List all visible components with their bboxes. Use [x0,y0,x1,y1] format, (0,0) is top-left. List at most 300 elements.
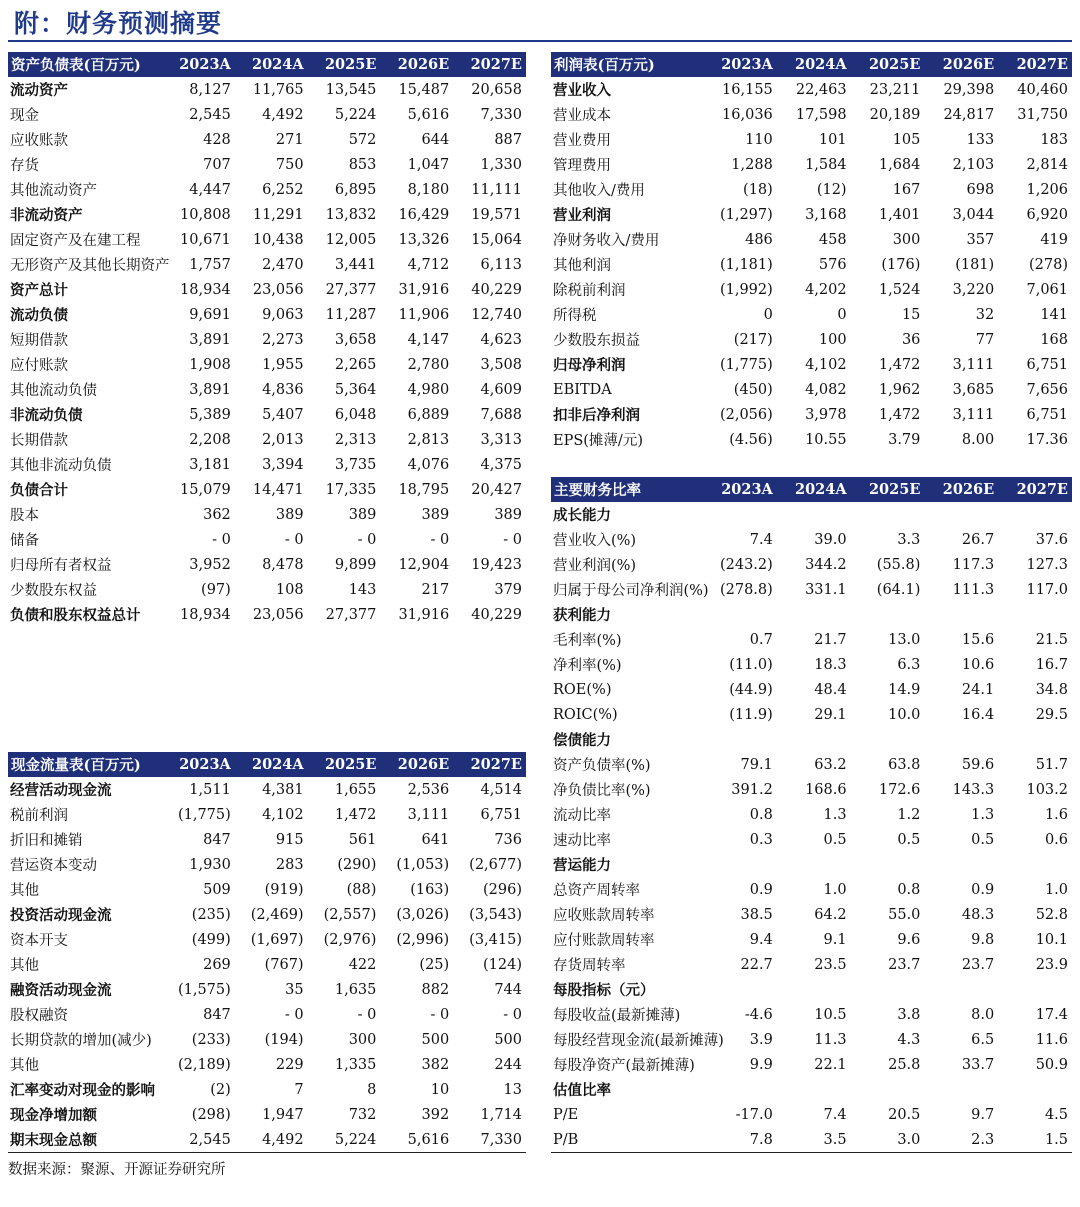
value-cell: 331.1 [805,581,847,598]
value-cell: 5,616 [407,1131,450,1148]
value-cell: 6,889 [407,406,450,423]
year-header: 2026E [924,477,998,502]
value-cell: (3,543) [469,906,522,923]
table-row [551,352,1072,377]
value-cell: 183 [1040,131,1068,148]
value-cell: 6,751 [1026,406,1068,423]
value-cell: 389 [494,506,522,523]
table-row [551,852,1072,877]
row-label: 每股指标（元） [553,982,655,999]
value-cell [998,502,1072,527]
value-cell: (12) [816,181,847,198]
value-cell [998,602,1072,627]
value-cell: - 0 [284,1006,304,1023]
value-cell: 283 [275,856,304,873]
value-cell: 20,189 [869,106,921,123]
value-cell [851,602,925,627]
value-cell [703,852,777,877]
table-row [551,627,1072,652]
table-row [551,202,1072,227]
value-cell: 0.9 [749,881,773,898]
value-cell: 24.1 [961,681,995,698]
row-label: 其他 [10,883,39,899]
value-cell: 6.3 [897,656,921,673]
value-cell: 9.9 [749,1056,773,1073]
value-cell: 3,952 [189,556,231,573]
page-title: 附：财务预测摘要 [14,9,223,38]
row-label: 营业利润(%) [553,558,637,574]
value-cell: 168.6 [805,781,847,798]
value-cell: 698 [966,181,995,198]
table-row [551,527,1072,552]
row-label: 应收账款周转率 [553,908,655,924]
row-label: 净负债比率(%) [553,783,651,799]
value-cell: 4,447 [189,181,231,198]
value-cell: 389 [348,506,377,523]
row-label: 其他利润 [553,258,611,274]
value-cell: 23,056 [252,281,304,298]
value-cell: 23.7 [961,956,995,973]
value-cell: 15 [901,306,921,323]
value-cell: 13 [503,1081,522,1098]
table-row [551,652,1072,677]
table-row [551,827,1072,852]
value-cell: 0.9 [971,881,995,898]
value-cell: 6,113 [480,256,522,273]
value-cell: - 0 [430,531,450,548]
value-cell: 11,111 [471,181,522,198]
row-label: 每股收益(最新摊薄) [553,1008,681,1024]
row-label: 期末现金总额 [10,1132,97,1149]
value-cell: 13.0 [888,631,921,648]
row-label: EPS(摊薄/元) [553,433,643,449]
value-cell: 10,671 [180,231,231,248]
row-label: 每股净资产(最新摊薄) [553,1058,695,1074]
row-label: P/E [553,1106,579,1123]
value-cell: (1,992) [719,281,773,298]
value-cell: 3,181 [189,456,231,473]
value-cell: 7,656 [1026,381,1068,398]
value-cell: (217) [733,331,773,348]
value-cell: 9,063 [262,306,304,323]
year-header: 2025E [851,52,925,77]
balance-header-label: 资产负债表(百万元) [8,52,162,77]
value-cell [703,977,777,1002]
table-row [8,502,526,527]
value-cell: 229 [275,1056,304,1073]
row-label: 少数股东损益 [553,333,640,349]
table-row [551,77,1072,102]
year-header: 2027E [453,52,526,77]
value-cell: 4.3 [897,1031,921,1048]
value-cell: (44.9) [729,681,773,698]
value-cell: (1,697) [250,931,304,948]
value-cell: 143 [348,581,377,598]
value-cell: 853 [348,156,377,173]
value-cell: 10.55 [805,431,847,448]
value-cell: 382 [421,1056,450,1073]
value-cell: 0.3 [749,831,773,848]
value-cell: 300 [892,231,921,248]
value-cell: 10.1 [1035,931,1068,948]
value-cell: 1,930 [189,856,231,873]
row-label: 归母净利润 [553,357,626,374]
value-cell: 572 [348,131,377,148]
value-cell: 3.0 [897,1131,921,1148]
value-cell: 2,273 [262,331,304,348]
value-cell [998,1077,1072,1102]
value-cell: 1,047 [407,156,450,173]
value-cell: 168 [1040,331,1068,348]
value-cell: 18,795 [398,481,450,498]
value-cell: 847 [203,831,231,848]
row-label: 营业收入(%) [553,533,637,549]
row-label: 负债合计 [10,482,68,499]
row-label: 流动资产 [10,82,68,99]
value-cell: 3.9 [749,1031,773,1048]
value-cell: 29.5 [1035,706,1068,723]
table-row [551,777,1072,802]
value-cell: 1.0 [1044,881,1068,898]
row-label: 投资活动现金流 [10,907,112,924]
value-cell: 7 [294,1081,304,1098]
value-cell: (2,189) [177,1056,231,1073]
value-cell: 11.3 [814,1031,847,1048]
row-label: 其他流动资产 [10,183,97,199]
value-cell: (3,415) [469,931,522,948]
value-cell: 13,832 [325,206,377,223]
value-cell: 8,478 [262,556,304,573]
row-label: 其他非流动负债 [10,458,112,474]
value-cell: 1,401 [878,206,921,223]
value-cell: (124) [483,956,522,973]
table-row [8,777,526,802]
value-cell: 389 [275,506,304,523]
row-label: 长期借款 [10,433,68,449]
value-cell: (55.8) [876,556,921,573]
value-cell: 4,514 [480,781,522,798]
value-cell: 105 [892,131,921,148]
row-label: ROIC(%) [553,706,618,723]
table-row [551,702,1072,727]
value-cell: 17.36 [1026,431,1068,448]
value-cell: (767) [264,956,304,973]
value-cell: 882 [421,981,450,998]
row-label: 归母所有者权益 [10,558,112,574]
value-cell: 486 [745,231,773,248]
year-header: 2026E [924,52,998,77]
row-label: 净利率(%) [553,658,622,674]
value-cell: 11,765 [252,81,304,98]
value-cell [703,727,777,752]
value-cell [851,727,925,752]
value-cell: 40,229 [471,281,522,298]
value-cell: 23.7 [888,956,921,973]
value-cell [777,727,851,752]
value-cell: 362 [203,506,231,523]
value-cell: 391.2 [731,781,773,798]
table-row [8,327,526,352]
value-cell: 59.6 [961,756,995,773]
row-label: 存货周转率 [553,958,626,974]
row-label: 税前利润 [10,808,68,824]
value-cell: 1,955 [262,356,304,373]
value-cell: 48.3 [961,906,995,923]
value-cell: 11,287 [325,306,377,323]
value-cell: 9.6 [897,931,921,948]
row-label: 营业成本 [553,108,611,124]
table-row [551,727,1072,752]
value-cell: 4,202 [805,281,847,298]
value-cell: 3,313 [480,431,522,448]
value-cell: 21.5 [1035,631,1068,648]
value-cell: 1,511 [189,781,231,798]
value-cell: 847 [203,1006,231,1023]
table-row [551,602,1072,627]
table-row [551,377,1072,402]
row-label: 营业收入 [553,82,611,99]
value-cell: 2,814 [1026,156,1068,173]
row-label: 成长能力 [553,507,611,524]
value-cell: 37.6 [1035,531,1068,548]
value-cell: 111.3 [952,581,995,598]
row-label: 其他 [10,1058,39,1074]
value-cell: (4.56) [729,431,773,448]
value-cell: 15,064 [471,231,522,248]
value-cell: 31,916 [398,606,450,623]
value-cell: 77 [975,331,995,348]
row-label: 负债和股东权益总计 [10,607,141,624]
row-label: 其他收入/费用 [553,183,645,199]
value-cell: 21.7 [814,631,847,648]
value-cell: 50.9 [1035,1056,1068,1073]
value-cell: (163) [410,881,450,898]
table-row [8,1052,526,1077]
value-cell [924,727,998,752]
value-cell: 2,813 [407,431,450,448]
value-cell: (235) [191,906,231,923]
table-row [8,452,526,477]
row-label: 扣非后净利润 [553,407,640,424]
value-cell: 2,536 [407,781,450,798]
row-label: 应付账款周转率 [553,933,655,949]
value-cell: 0.7 [749,631,773,648]
value-cell: 7,330 [480,106,522,123]
table-row [551,877,1072,902]
value-cell: 3.79 [888,431,921,448]
value-cell: 10 [430,1081,450,1098]
value-cell: 79.1 [740,756,773,773]
row-label: 营业费用 [553,133,611,149]
table-row [551,902,1072,927]
value-cell: 0.5 [897,831,921,848]
ratios-header-label: 主要财务比率 [551,477,703,502]
value-cell: - 0 [284,531,304,548]
value-cell: 40,229 [471,606,522,623]
value-cell: 11.6 [1035,1031,1068,1048]
year-header: 2027E [998,52,1072,77]
value-cell: 0.6 [1044,831,1068,848]
value-cell: 5,364 [334,381,377,398]
value-cell: 217 [421,581,450,598]
value-cell: 4,076 [407,456,450,473]
value-cell: 20,427 [471,481,522,498]
value-cell: 6,751 [1026,356,1068,373]
value-cell: 428 [203,131,231,148]
year-header: 2024A [777,52,851,77]
table-row [551,1077,1072,1102]
value-cell: (296) [483,881,522,898]
table-row [8,477,526,502]
row-label: 总资产周转率 [553,883,640,899]
value-cell: 2,103 [952,156,995,173]
year-header: 2027E [998,477,1072,502]
table-row [551,1127,1072,1153]
value-cell: 6,751 [480,806,522,823]
row-label: 固定资产及在建工程 [10,233,141,249]
value-cell: (298) [191,1106,231,1123]
table-row [8,977,526,1002]
value-cell: (18) [743,181,773,198]
ratios-panel [551,477,1072,1153]
value-cell: 9,899 [334,556,377,573]
value-cell: (11.0) [729,656,773,673]
value-cell [777,852,851,877]
year-header: 2026E [380,752,453,777]
table-row [551,552,1072,577]
row-label: 无形资产及其他长期资产 [10,258,170,274]
row-label: 短期借款 [10,333,68,349]
value-cell: - 0 [212,531,231,548]
value-cell: (278.8) [719,581,773,598]
row-label: 获利能力 [553,607,611,624]
value-cell: 6,920 [1026,206,1068,223]
table-row [8,277,526,302]
value-cell: 34.8 [1035,681,1068,698]
value-cell: 3,044 [952,206,995,223]
value-cell: 26.7 [961,531,995,548]
value-cell: 16.7 [1035,656,1068,673]
value-cell: 15,079 [180,481,231,498]
value-cell: 32 [975,306,995,323]
value-cell: 0.5 [823,831,847,848]
row-label: 现金 [10,108,39,124]
table-row [8,802,526,827]
table-row [8,102,526,127]
value-cell: (919) [264,881,304,898]
value-cell: 2,013 [262,431,304,448]
value-cell: (2,677) [469,856,522,873]
value-cell: 117.0 [1026,581,1068,598]
value-cell: 500 [494,1031,522,1048]
value-cell: -17.0 [735,1106,773,1123]
value-cell: 500 [421,1031,450,1048]
value-cell: (194) [264,1031,304,1048]
table-row [551,327,1072,352]
value-cell: 18,934 [180,281,231,298]
value-cell: 2.3 [971,1131,995,1148]
value-cell [998,852,1072,877]
year-header: 2024A [235,752,308,777]
value-cell: 915 [275,831,304,848]
value-cell: 271 [275,131,304,148]
value-cell: 392 [421,1106,450,1123]
table-row [551,427,1072,452]
value-cell: 27,377 [325,281,377,298]
table-row [551,1027,1072,1052]
value-cell: 4,623 [480,331,522,348]
row-label: 流动负债 [10,307,68,324]
value-cell: 3,220 [952,281,995,298]
value-cell: 1,584 [805,156,847,173]
value-cell: (2) [210,1081,231,1098]
year-header: 2025E [851,477,925,502]
data-source-note: 数据来源：聚源、开源证券研究所 [8,1162,226,1178]
cashflow-table [8,752,526,1153]
table-row [8,577,526,602]
value-cell: 23,056 [252,606,304,623]
value-cell: 9.8 [971,931,995,948]
value-cell: 2,208 [189,431,231,448]
row-label: 资产总计 [10,282,68,299]
row-label: 每股经营现金流(最新摊薄) [553,1033,724,1049]
row-label: 股权融资 [10,1008,68,1024]
value-cell: 110 [745,131,773,148]
value-cell: 27,377 [325,606,377,623]
table-row [8,302,526,327]
table-row [8,527,526,552]
value-cell: (181) [955,256,995,273]
table-row [8,77,526,102]
value-cell: (11.9) [729,706,773,723]
title-divider [8,40,1072,42]
value-cell: 2,265 [334,356,377,373]
value-cell: 644 [421,131,450,148]
year-header: 2024A [235,52,308,77]
value-cell: 17.4 [1035,1006,1068,1023]
row-label: 资本开支 [10,933,68,949]
table-row [8,152,526,177]
value-cell: 2,545 [189,1131,231,1148]
value-cell: 8.0 [971,1006,995,1023]
value-cell: 3,168 [805,206,847,223]
value-cell: 23.9 [1035,956,1068,973]
value-cell [777,1077,851,1102]
value-cell: 509 [203,881,231,898]
row-label: 储备 [10,533,39,549]
table-row [8,427,526,452]
value-cell: 9.4 [749,931,773,948]
value-cell: 6,252 [262,181,304,198]
value-cell: 12,005 [325,231,377,248]
value-cell: 15,487 [398,81,450,98]
table-row [551,152,1072,177]
value-cell: 36 [901,331,921,348]
value-cell: 750 [275,156,304,173]
value-cell: 0.5 [971,831,995,848]
value-cell: 18,934 [180,606,231,623]
value-cell: 1,757 [189,256,231,273]
value-cell: (1,775) [719,356,773,373]
value-cell: 1.6 [1044,806,1068,823]
value-cell: 1,714 [480,1106,522,1123]
value-cell: 7.4 [823,1106,847,1123]
value-cell: 4,147 [407,331,450,348]
value-cell: (176) [881,256,921,273]
value-cell: 6.5 [971,1031,995,1048]
balance-header-row [8,52,526,77]
row-label: 经营活动现金流 [10,782,112,799]
